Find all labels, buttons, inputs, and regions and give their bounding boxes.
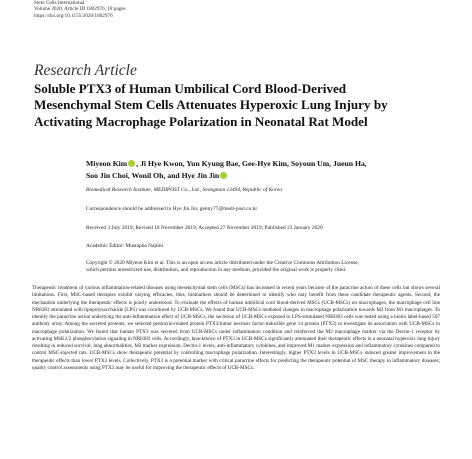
publication-dates: Received 3 July 2019; Revised 18 November 2019; Accepted 27 November 2019; Published 23 January 2020: [86, 225, 323, 231]
author-names[interactable]: , Ji Hye Kwon, Yun Kyung Bae, Gee-Hye Kim, Soyoun Um, Jueun Ha,: [136, 159, 367, 168]
copyright-line: Copyright © 2020 Miyeon Kim et al. This is an open access article distributed under the Creative Commons Attribution License,: [86, 260, 359, 266]
affiliation: Biomedical Research Institute, MEDIPOST Co., Ltd., Seongnam 13494, Republic of Korea: [86, 187, 282, 193]
journal-header: [34, 0, 126, 19]
author-name[interactable]: Miyeon Kim: [86, 159, 128, 168]
author-line: [86, 158, 446, 170]
title-line: Mesenchymal Stem Cells Attenuates Hyperoxic Lung Injury by: [34, 97, 388, 113]
section-label: Research Article: [34, 62, 137, 79]
author-list: [86, 158, 446, 181]
orcid-icon[interactable]: [220, 172, 227, 179]
journal-name: Stem Cells International: [34, 0, 85, 6]
title-line: Soluble PTX3 of Human Umbilical Cord Blood-Derived: [34, 81, 347, 96]
title-line: Activating Macrophage Polarization in Neonatal Rat Model: [34, 113, 368, 129]
author-names[interactable]: Soo Jin Choi, Wonil Oh, and Hye Jin Jin: [86, 170, 220, 180]
author-line: [86, 170, 446, 182]
doi-link[interactable]: https://doi.org/10.1155/2020/1802976: [34, 12, 113, 19]
copyright-notice: [86, 260, 438, 274]
article-title: [34, 81, 444, 130]
correspondence: Correspondence should be addressed to Hye Jin Jin; genny77@medi-post.co.kr: [86, 206, 258, 212]
abstract: Therapeutic treatment of various inflammation-related diseases using mesenchymal stem cells (MSCs) has increased in recent years because of the paracrine action of these cells but shows several limitations. First, MSC-based therapies exhibit varying efficacies; thus, biomarkers should be determined to identify who may benefit from these candidate therapeutic agents. Second, the mechanism underlying the therapeutic effects is poorly understood. To evaluate the effects of human umbilical cord blood-derived MSCs (UCB-MSCs) on macrophages, the macrophage cell line NR8383 stimulated with lipopolysaccharide (LPS) was cocultured by UCB-MSCs. We found that UCB-MSCs mediated changes in macrophage polarization towards M2 from M1 macrophages. To identify the paracrine action underlying the anti-inflammation effect of UCB-MSCs, the secretion of UCB-MSCs exposed to LPS-stimulated NR8383 cells was tested using a biotin label-based 507 antibody array. Among the secreted proteins, we selected pentraxin-related protein PTX3/tumor necrosis factor-inducible gene 14 protein (PTX3) to investigate its association with UCB-MSCs in macrophage polarization. We found that human PTX3 was secreted from UCB-MSCs under inflammation condition and reinforced the M2 macrophage marker via the Dectin-1 receptor by activating MSK1/2 phosphorylation signaling in NR8383 cells. Accordingly, knockdown of PTX3 in UCB-MSCs significantly attenuated their therapeutic effects in a neonatal hyperoxic lung injury resulting in reduced survival, lung abnormalities, M2 marker expression, Dectin-1 levels, anti-inflammatory cytokines, and improved M1 marker expression and inflammatory cytokines compared to control MSC-injected rats. UCB-MSCs show therapeutic potential by controlling macrophage polarization. Interestingly, higher PTX3 levels in UCB-MSCs induced greater improvement in the therapeutic effects than lower PTX3 levels. Collectively, PTX3 is a potential marker with critical paracrine effects for predicting the therapeutic potential of MSC therapy in inflammatory diseases; quality control assessments using PTX3 may be useful for improving the therapeutic effects of UCB-MSCs.: [32, 285, 440, 371]
article-volume: Volume 2020, Article ID 1802976, 18 pages: [34, 6, 126, 13]
academic-editor: Academic Editor: Mustapha Najimi: [86, 243, 164, 249]
copyright-line: which permits unrestricted use, distribution, and reproduction in any medium, provided the original work is properly cited.: [86, 267, 347, 274]
orcid-icon[interactable]: [128, 160, 135, 167]
